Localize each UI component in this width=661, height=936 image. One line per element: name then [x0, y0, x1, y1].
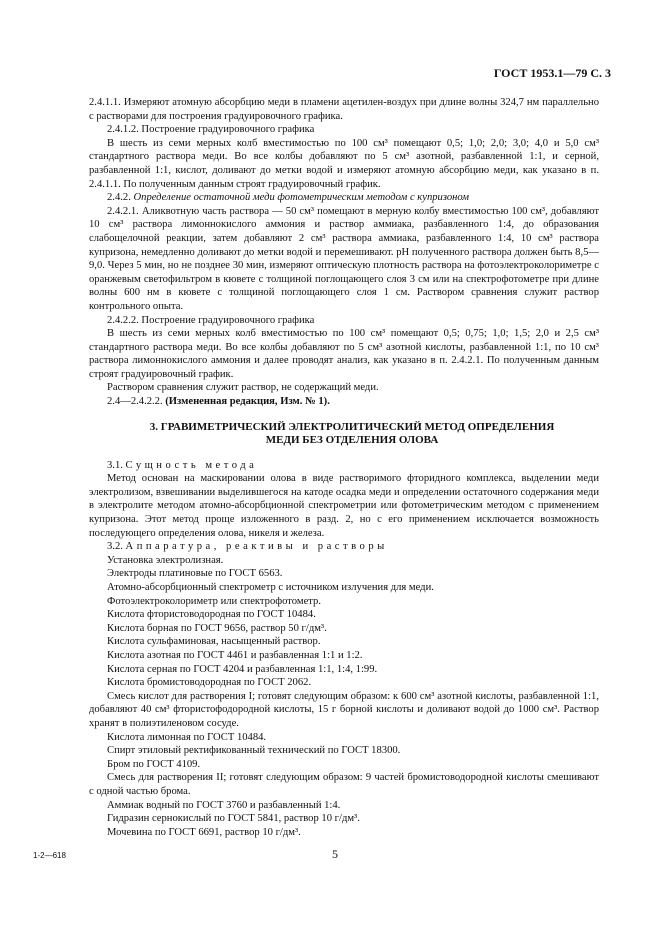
paragraph	[89, 472, 599, 540]
list-item: Кислота лимонная по ГОСТ 10484.	[107, 731, 267, 743]
paragraph: Смесь кислот для растворения I; готовят следующим образом: к 600 см³ азотной кислоты, разбавленной 1:1, добавляют 40 см³ фтористофодородной кислоты, 15 г борной кислоты и доливают водой до 1000 см³. Раствор хранят в полиэтиленовом сосуде.	[89, 690, 599, 729]
section-title: Аппаратура, реактивы и растворы	[125, 541, 388, 553]
amendment-note	[89, 395, 599, 409]
page-header: ГОСТ 1953.1—79 С. 3	[493, 66, 611, 80]
subheading-text: 2.4.2.2. Построение градуировочного графика	[107, 314, 315, 326]
list-item: Кислота фтористоводородная по ГОСТ 10484.	[107, 609, 316, 621]
paragraph	[89, 137, 599, 191]
list-item: Аммиак водный по ГОСТ 3760 и разбавленный 1:4.	[107, 799, 341, 811]
section-number: 3.2.	[107, 541, 123, 553]
page-number: 5	[332, 847, 338, 861]
section-title: Сущность метода	[125, 459, 258, 471]
list-item: Мочевина по ГОСТ 6691, раствор 10 г/дм³.	[107, 826, 301, 838]
paragraph	[89, 381, 599, 395]
subheading	[89, 123, 599, 137]
subheading-text: 2.4.1.2. Построение градуировочного графика	[107, 124, 315, 136]
section-number: 2.4.2.	[107, 192, 131, 204]
list-item: Спирт этиловый ректификованный технический по ГОСТ 18300.	[107, 745, 401, 757]
section-heading-line: МЕДИ БЕЗ ОТДЕЛЕНИЯ ОЛОВА	[265, 434, 439, 447]
list-item: Кислота бромистоводородная по ГОСТ 2062.	[107, 677, 312, 689]
list-item: Кислота азотная по ГОСТ 4461 и разбавленная 1:1 и 1:2.	[107, 649, 363, 661]
section-number: 2.4—2.4.2.2.	[107, 396, 163, 408]
list-item: Кислота борная по ГОСТ 9656, раствор 50 г/дм³.	[107, 622, 327, 634]
paragraph	[89, 327, 599, 381]
paragraph	[89, 96, 599, 123]
section-title: Определение остаточной меди фотометрическим методом с купризоном	[133, 192, 470, 204]
paragraph-text: В шесть из семи мерных колб вместимостью по 100 см³ помещают 0,5; 1,0; 2,0; 3,0; 4,0 и 5,0 см³ стандартного раствора меди. Во все колбы добавляют по 5 см³ азотной, разбавленной 1:1, и серной, разбавленной 1:1, кислот, доливают до метки водой и измеряют атомную абсорбцию меди, как указано в п. 2.4.1.1. По полученным данным строят градуировочный график.	[89, 137, 599, 190]
section-number: 3.1.	[107, 459, 123, 471]
print-code: 1-2—618	[33, 851, 66, 860]
paragraph-text: Метод основан на маскировании олова в виде растворимого фторидного комплекса, выделении меди электролизом, взвешивании выделившегося на катоде осадка меди и определении остаточного содержания меди в электролите методом атомно-абсорбционной спектрометрии или фотометрическим методом с применением купризона. Этот метод проще изложенного в разд. 2, но с его применением исключается возможность последующего определения олова, никеля и железа.	[89, 473, 599, 539]
paragraph-text: Раствором сравнения служит раствор, не содержащий меди.	[107, 382, 379, 394]
subheading	[89, 191, 599, 205]
list-item: Бром по ГОСТ 4109.	[107, 758, 201, 770]
subheading	[89, 314, 599, 328]
paragraph-text: В шесть из семи мерных колб вместимостью по 100 см³ помещают 0,5; 0,75; 1,0; 1,5; 2,0 и 2,5 см³ стандартного раствора меди. Во все колбы добавляют по 5 см³ азотной кислоты, разбавленной 1:1, по 10 см³ раствора лимоннокислого аммония и далее проводят анализ, как указано в п. 2.4.2.1. По полученным данным строят градуировочный график.	[89, 328, 599, 380]
section-heading	[89, 421, 599, 448]
list-item: Атомно-абсорбционный спектрометр с источником излучения для меди.	[107, 582, 434, 593]
paragraph-text: 2.4.2.1. Аликвотную часть раствора — 50 см³ помещают в мерную колбу вместимостью 100 см³, добавляют 10 см³ раствора лимоннокислого аммония и раствор аммиака, разбавленного 1:4, до образования слабощелочной реакции, затем добавляют 2 см³ раствора аммиака, разбавленного 1:4, 10 см³ раствора купризона, немедленно доливают до метки водой и перемешивают. pH полученного раствора должен быть 8,5—9,0. Через 5 мин, но не позднее 30 мин, измеряют оптическую плотность раствора на фотоэлектроколориметре с оранжевым светофильтром в кювете с толщиной поглощающего слоя 3 см или на спектрофотометре при длине волны 600 нм в кювете с толщиной поглощающего слоя 1 см. Раствором сравнения служит раствор контрольного опыта.	[89, 205, 599, 312]
paragraph: Смесь для растворения II; готовят следующим образом: 9 частей бромистоводородной кислоты смешивают с одной частью брома.	[89, 772, 599, 797]
list-item: Электроды платиновые по ГОСТ 6563.	[107, 568, 283, 580]
paragraph	[89, 205, 599, 314]
subheading	[89, 459, 599, 473]
list-item: Кислота сульфаминовая, насыщенный раствор.	[107, 636, 321, 648]
list-item: Гидразин сернокислый по ГОСТ 5841, раствор 10 г/дм³.	[107, 813, 360, 825]
list-item: Фотоэлектроколориметр или спектрофотометр.	[107, 595, 321, 607]
amendment-text: (Измененная редакция, Изм. № 1).	[165, 396, 330, 408]
section-heading-line: 3. ГРАВИМЕТРИЧЕСКИЙ ЭЛЕКТРОЛИТИЧЕСКИЙ МЕТОД ОПРЕДЕЛЕНИЯ	[149, 420, 555, 433]
list-item: Установка электролизная.	[107, 554, 224, 566]
paragraph-text: 2.4.1.1. Измеряют атомную абсорбцию меди в пламени ацетилен-воздух при длине волны 324,7 нм параллельно с растворами для построения градуировочного графика.	[89, 97, 599, 122]
subheading	[89, 540, 599, 554]
document-body	[89, 96, 599, 839]
list-item: Кислота серная по ГОСТ 4204 и разбавленная 1:1, 1:4, 1:99.	[107, 663, 378, 675]
